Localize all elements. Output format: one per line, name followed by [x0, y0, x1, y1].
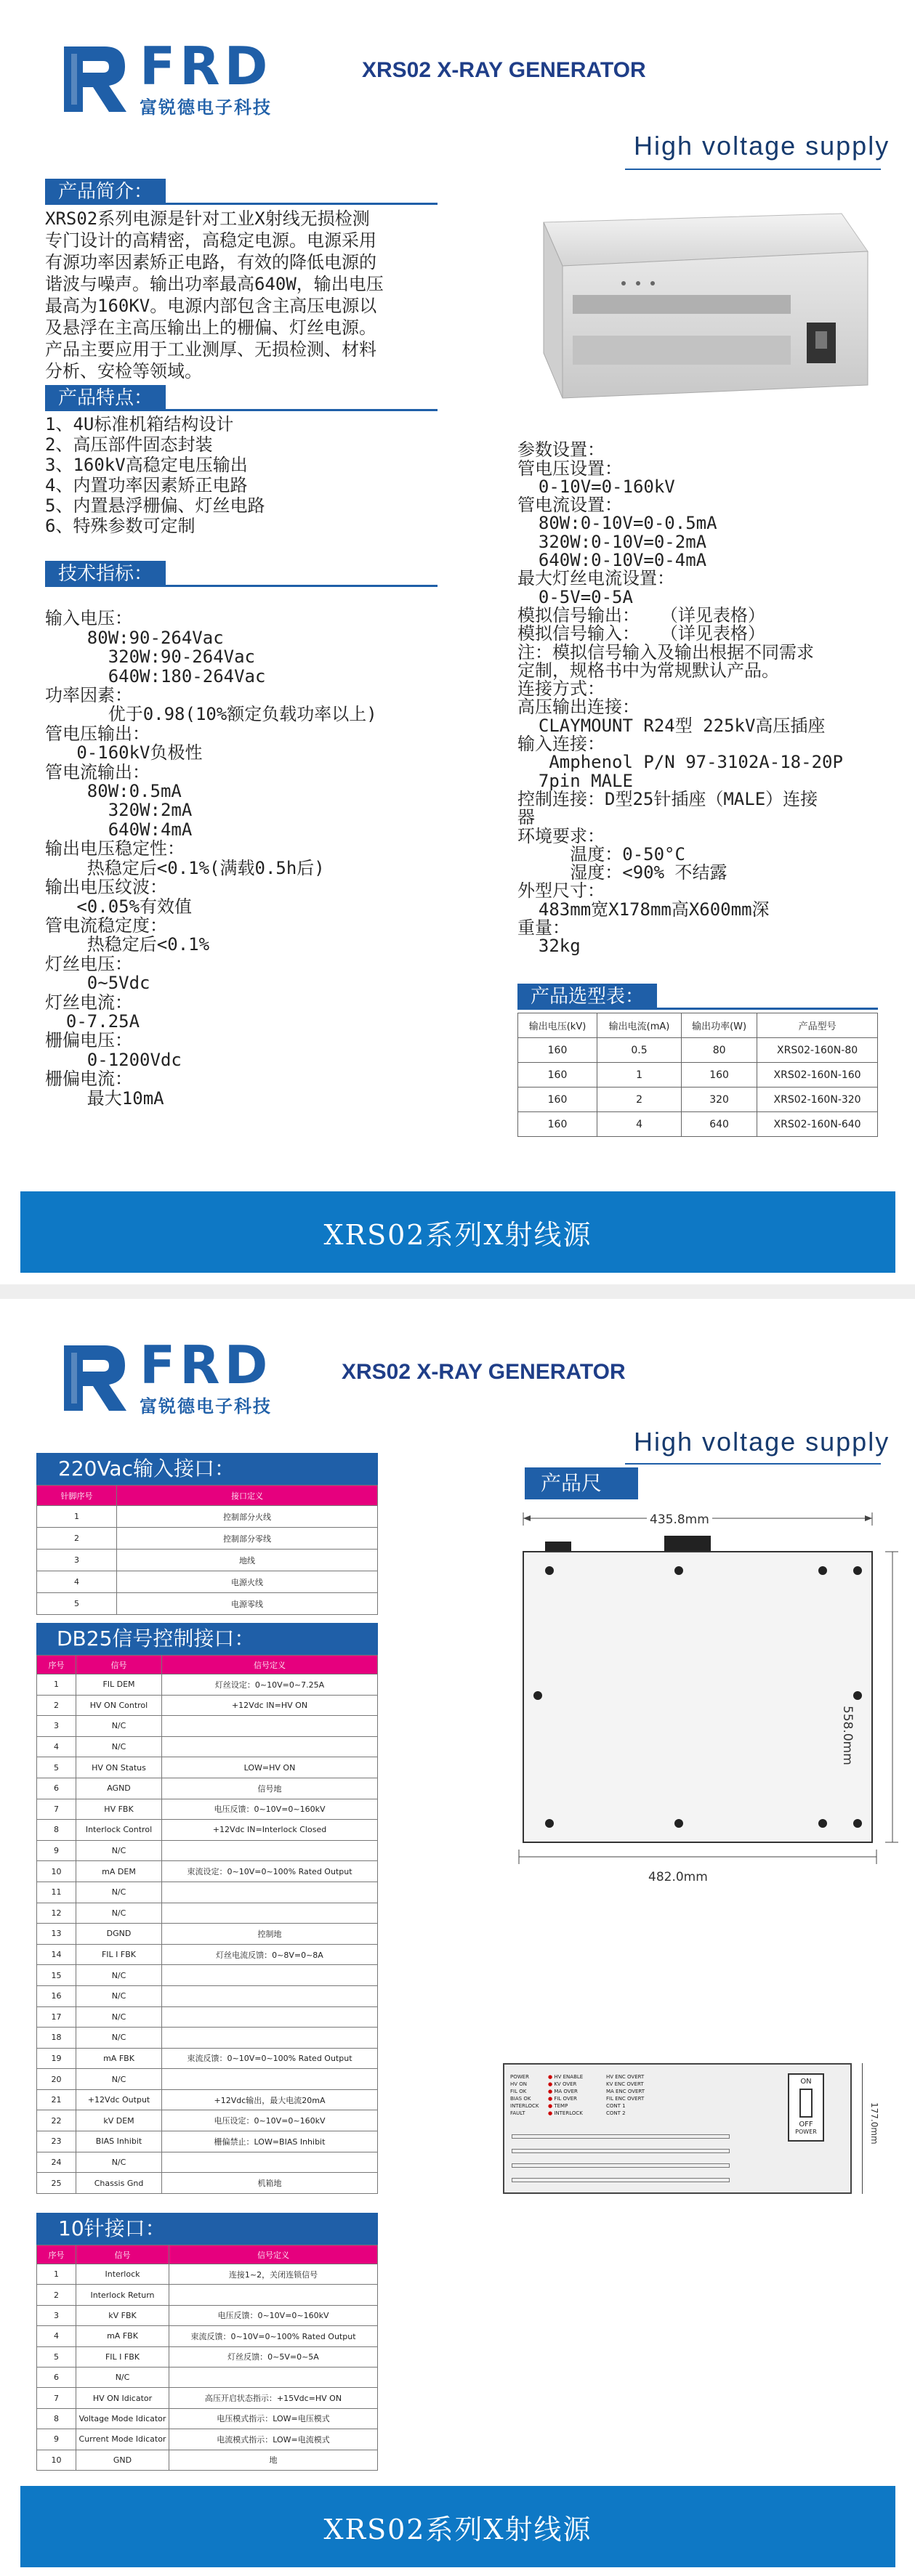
brand-cn-name: 富锐德电子科技 [140, 1396, 272, 1417]
table-row: 16 N/C [37, 1985, 378, 2006]
table-row: 12 N/C [37, 1903, 378, 1924]
table-row: 160 1 160 XRS02-160N-160 [518, 1063, 878, 1087]
dims-heading: 产品尺寸： [525, 1467, 638, 1499]
feature-item: 1、4U标准机箱结构设计 [45, 414, 234, 434]
table-row: 14 FIL I FBK 灯丝电流反馈：0~8V=0~8A [37, 1944, 378, 1965]
table-row: 11 N/C [37, 1882, 378, 1903]
params-text: 参数设置： 管电压设置： 0-10V=0-160kV 管电流设置： 80W:0-10V=0-0.5mA 320W:0-10V=0-2mA 640W:0-10V=0-4mA 最大灯丝电流设置： 0-5V=0-5A 模拟信号输出： （详见表格） 模拟信号输入： （详见表格） 注：模拟信号输入及输出根据不同需求 定制，规格书中为常规默认产品。 连接方式： 高压输出连接： CLAYMOUNT R24型 225kV高压插座 输入连接： Amphenol P/N 97-3102A-18-20P 7pin MALE 控制连接：D型25针插座（MALE）连接 器 环境要求： 温度：0-50°C 湿度：<90% 不结露 外型尺寸： 483mm宽X178mm高X600mm深 重量： 32kg [517, 440, 843, 957]
pin10-table: 序号 信号 信号定义 1 Interlock 连接1~2，关闭连锁信号 2 Interlock Return 3 kV FBK 电压反馈：0~10V=0~160kV 4 mA FBK 束流反馈：0~10V=0~100% Rated Output 5 FIL I FBK 灯丝反馈：0~5V=0~5A 6 N/C 7 HV ON Idicator 高压开启状态指示：+15Vdc=HV ON 8 Voltage Mode Idicator 电压模式指示：LOW=电压模式 9 Current Mode Idicator 电流模式指示：LOW=电流模式 10 GND 地 [36, 2245, 378, 2471]
height-label: 558.0mm [840, 1706, 855, 1765]
table-row: 2 控制部分零线 [37, 1528, 378, 1550]
brand-logo [61, 36, 273, 118]
table-row: 6 AGND 信号地 [37, 1778, 378, 1799]
specs-text: 输入电压： 80W:90-264Vac 320W:90-264Vac 640W:180-264Vac 功率因素： 优于0.98(10%额定负载功率以上) 管电压输出： 0-160kV负极性 管电流输出： 80W:0.5mA 320W:2mA 640W:4mA 输出电压稳定性： 热稳定后<0.1%(满载0.5h后) 输出电压纹波： <0.05%有效值 管电流稳定度： 热稳定后<0.1% 灯丝电压： 0~5Vdc 灯丝电流： 0-7.25A 栅偏电压： 0-1200Vdc 栅偏电流： 最大10mA [45, 608, 377, 1109]
generator-title: XRS02 X-RAY GENERATOR [342, 1360, 626, 1384]
features-list [45, 414, 452, 536]
table-row: 1 控制部分火线 [37, 1506, 378, 1528]
table-row: 25 Chassis Gnd 机箱地 [37, 2173, 378, 2194]
table-row: 13 DGND 控制地 [37, 1924, 378, 1945]
bottom-width-label: 482.0mm [648, 1870, 708, 1884]
vent-slot [512, 2163, 730, 2168]
header-divider [625, 169, 881, 170]
brand-cn-name: 富锐德电子科技 [140, 97, 272, 118]
feature-item: 4、内置功率因素矫正电路 [45, 475, 248, 495]
table-row: 3 kV FBK 电压反馈：0~10V=0~160kV [37, 2305, 378, 2325]
feature-item: 3、160kV高稳定电压输出 [45, 455, 248, 475]
front-height-label: 177.0mm [869, 2102, 879, 2144]
table-row: 9 Current Mode Idicator 电流模式指示：LOW=电流模式 [37, 2429, 378, 2450]
table-row: 4 N/C [37, 1736, 378, 1757]
table-row: 2 Interlock Return [37, 2285, 378, 2305]
table-row: 9 N/C [37, 1840, 378, 1861]
page-2-footer: XRS02系列X射线源 [20, 2486, 895, 2567]
led-indicator: ● FIL OVER [548, 2096, 578, 2102]
table-row: 4 mA FBK 束流反馈：0~10V=0~100% Rated Output [37, 2326, 378, 2346]
frd-logo-icon [61, 1340, 134, 1415]
header-divider [625, 1463, 881, 1465]
table-row: 21 +12Vdc Output +12Vdc输出，最大电流20mA [37, 2089, 378, 2110]
vent-slot [512, 2134, 730, 2139]
table-row: 10 mA DEM 束流设定：0~10V=0~100% Rated Output [37, 1861, 378, 1882]
table-row: 5 电源零线 [37, 1593, 378, 1615]
top-width-label: 435.8mm [647, 1512, 712, 1527]
table-row: 160 0.5 80 XRS02-160N-80 [518, 1038, 878, 1063]
table-row: 5 FIL I FBK 灯丝反馈：0~5V=0~5A [37, 2346, 378, 2367]
led-indicator: ● HV ENABLE [548, 2074, 584, 2080]
table-row: 7 HV FBK 电压反馈：0~10V=0~160kV [37, 1799, 378, 1820]
hv-supply-title: High voltage supply [634, 131, 890, 161]
table-row: 1 FIL DEM 灯丝设定：0~10V=0~7.25A [37, 1674, 378, 1696]
vent-slot [512, 2149, 730, 2153]
page-1-footer: XRS02系列X射线源 [20, 1191, 895, 1273]
db25-table: 序号 信号 信号定义 1 FIL DEM 灯丝设定：0~10V=0~7.25A 2 HV ON Control +12Vdc IN=HV ON 3 N/C 4 N/C 5 HV ON Status LOW=HV ON 6 AGND 信号地 7 HV FBK 电压反馈：0~10V=0~160kV 8 Interlock Control +12Vdc IN=Interlock Closed 9 N/C 10 mA DEM 束流设定：0~10V=0~100% Rated Output 11 N/C 12 N/C 13 DGND 控制地 14 FIL I FBK 灯丝电流反馈：0~8V=0~8A 15 N/C 16 N/C 17 N/C 18 N/C 19 mA FBK 束流反馈：0~10V=0~100% Rated Output 20 N/C 21 +12Vdc Output +12Vdc输出，最大电流20mA 22 kV DEM 电压设定：0~10V=0~160kV 23 BIAS Inhibit 栅偏禁止：LOW=BIAS Inhibit 24 N/C 25 Chassis Gnd 机箱地 [36, 1655, 378, 2194]
led-indicator: ● TEMP [548, 2103, 568, 2109]
vent-slot [512, 2178, 730, 2182]
table-row: 18 N/C [37, 2028, 378, 2049]
table-row: 2 HV ON Control +12Vdc IN=HV ON [37, 1695, 378, 1716]
intro-heading: 产品简介： [45, 177, 438, 205]
front-panel-drawing [503, 2063, 852, 2194]
db25-heading: DB25信号控制接口： [36, 1623, 378, 1655]
selection-table [517, 1013, 878, 1137]
hv-supply-title: High voltage supply [634, 1427, 890, 1457]
led-indicator: ● MA OVER [548, 2089, 578, 2094]
dimension-drawing-top [494, 1510, 901, 1866]
feature-item: 2、高压部件固态封装 [45, 434, 213, 455]
table-header-row: 输出电压(kV) 输出电流(mA) 输出功率(W) 产品型号 [518, 1013, 878, 1038]
led-indicator: ● KV OVER [548, 2081, 577, 2087]
table-row: 5 HV ON Status LOW=HV ON [37, 1757, 378, 1778]
intro-text: XRS02系列电源是针对工业X射线无损检测 专门设计的高精密，高稳定电源。电源采用 有源功率因素矫正电路，有效的降低电源的 谐波与噪声。输出功率最高640W，输出电压 最高为160KV。电源内部包含主高压电源以 及悬浮在主高压输出上的栅偏、灯丝电源。 产品主要应用于工业测厚、无损检测、材料 分析、安检等领域。 [45, 208, 384, 381]
page-separator [0, 1284, 915, 1299]
table-row: 15 N/C [37, 1965, 378, 1986]
table-row: 7 HV ON Idicator 高压开启状态指示：+15Vdc=HV ON [37, 2388, 378, 2408]
power-switch[interactable]: ON OFF POWER [788, 2073, 824, 2142]
table-row: 22 kV DEM 电压设定：0~10V=0~160kV [37, 2110, 378, 2131]
led-indicator: ● INTERLOCK [548, 2110, 583, 2116]
table-row: 3 地线 [37, 1550, 378, 1571]
ac-table: 针脚序号 接口定义 1 控制部分火线 2 控制部分零线 3 地线 4 电源火线 5 电源零线 [36, 1485, 378, 1615]
table-row: 4 电源火线 [37, 1571, 378, 1593]
table-row: 10 GND 地 [37, 2450, 378, 2470]
table-row: 8 Voltage Mode Idicator 电压模式指示：LOW=电压模式 [37, 2408, 378, 2429]
table-row: 24 N/C [37, 2152, 378, 2173]
panel-right-labels: HV ENC OVERT KV ENC OVERT MA ENC OVERT FIL ENC OVERT CONT 1 CONT 2 [606, 2074, 645, 2116]
brand-name: FRD [140, 1334, 273, 1396]
panel-led-labels [548, 2073, 583, 2117]
front-height-dim [862, 2063, 863, 2194]
generator-title: XRS02 X-RAY GENERATOR [362, 58, 646, 82]
feature-item: 6、特殊参数可定制 [45, 516, 196, 536]
product-photo [522, 208, 874, 404]
table-row: 160 4 640 XRS02-160N-640 [518, 1112, 878, 1137]
table-row: 8 Interlock Control +12Vdc IN=Interlock Closed [37, 1820, 378, 1841]
table-row: 3 N/C [37, 1716, 378, 1737]
features-heading: 产品特点： [45, 384, 438, 411]
feature-item: 5、内置悬浮栅偏、灯丝电路 [45, 495, 265, 516]
panel-left-labels: POWER HV ON FIL OK BIAS OK INTERLOCK FAULT [510, 2074, 539, 2116]
table-row: 6 N/C [37, 2367, 378, 2387]
frd-logo-icon [61, 41, 134, 116]
pin10-heading: 10针接口： [36, 2213, 378, 2245]
selection-heading: 产品选型表： [517, 982, 878, 1010]
table-row: 17 N/C [37, 2006, 378, 2028]
brand-name: FRD [140, 36, 273, 97]
specs-heading: 技术指标： [45, 559, 438, 587]
table-row: 19 mA FBK 束流反馈：0~10V=0~100% Rated Output [37, 2048, 378, 2069]
page-2 [0, 1299, 915, 2576]
table-row: 160 2 320 XRS02-160N-320 [518, 1087, 878, 1112]
table-row: 23 BIAS Inhibit 栅偏禁止：LOW=BIAS Inhibit [37, 2131, 378, 2152]
table-row: 1 Interlock 连接1~2，关闭连锁信号 [37, 2264, 378, 2285]
page-1 [0, 0, 915, 1284]
table-row: 20 N/C [37, 2069, 378, 2090]
ac-heading: 220Vac输入接口： [36, 1453, 378, 1485]
brand-logo [61, 1334, 273, 1417]
